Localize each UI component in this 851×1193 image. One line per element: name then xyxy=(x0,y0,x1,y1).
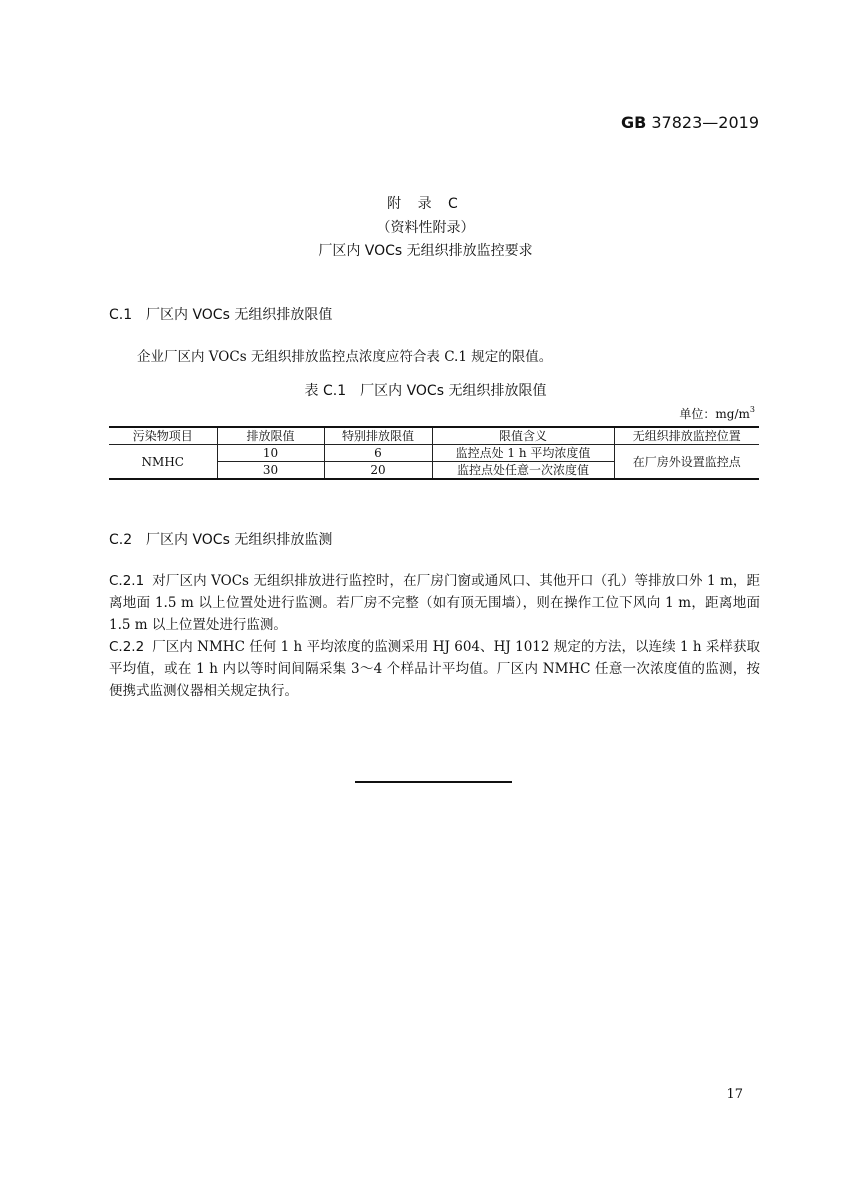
header-special-limit: 特别排放限值 xyxy=(324,427,432,445)
clause-text: 厂区内 NMHC 任何 1 h 平均浓度的监测采用 HJ 604、HJ 1012 规定的方法，以连续 1 h 采样获取平均值，或在 1 h 内以等时间间隔采集 3～4 个样品计平均值。厂区内 NMHC 任意一次浓度值的监测，按便携式监测仪器相关规定执行。 xyxy=(109,639,760,699)
limits-table xyxy=(109,426,759,480)
cell-location: 在厂房外设置监控点 xyxy=(614,445,759,480)
table-row xyxy=(109,445,759,462)
clause-number: C.2.1 xyxy=(109,573,145,589)
appendix-type: （资料性附录） xyxy=(376,220,475,236)
clause-c2-1 xyxy=(109,570,760,636)
section-number: C.2 xyxy=(109,532,133,548)
cell-special-limit: 6 xyxy=(324,445,432,462)
standard-prefix: GB xyxy=(620,113,647,132)
table-unit xyxy=(679,405,755,422)
unit-label: 单位：mg/m xyxy=(679,407,750,421)
cell-pollutant: NMHC xyxy=(109,445,217,480)
page-number: 17 xyxy=(726,1087,743,1102)
clause-text: 对厂区内 VOCs 无组织排放进行监控时，在厂房门窗或通风口、其他开口（孔）等排放口外 1 m，距离地面 1.5 m 以上位置处进行监测。若厂房不完整（如有顶无围墙），则在操作工位下风向 1 m，距离地面 1.5 m 以上位置处进行监测。 xyxy=(109,573,760,633)
header-pollutant: 污染物项目 xyxy=(109,427,217,445)
header-limit: 排放限值 xyxy=(217,427,324,445)
table-caption: 表 C.1 厂区内 VOCs 无组织排放限值 xyxy=(304,383,547,399)
clause-c2-2 xyxy=(109,636,760,702)
appendix-title: 附 录 C xyxy=(387,196,464,212)
standard-number: 37823—2019 xyxy=(651,113,759,132)
header-meaning: 限值含义 xyxy=(432,427,614,445)
standard-code xyxy=(621,113,759,132)
cell-meaning: 监控点处任意一次浓度值 xyxy=(432,462,614,480)
section-number: C.1 xyxy=(109,307,133,323)
cell-meaning: 监控点处 1 h 平均浓度值 xyxy=(432,445,614,462)
clause-number: C.2.2 xyxy=(109,639,145,655)
cell-limit: 10 xyxy=(217,445,324,462)
appendix-name: 厂区内 VOCs 无组织排放监控要求 xyxy=(318,243,533,259)
cell-special-limit: 20 xyxy=(324,462,432,480)
section-title: 厂区内 VOCs 无组织排放监测 xyxy=(146,532,333,548)
table-header-row xyxy=(109,427,759,445)
cell-limit: 30 xyxy=(217,462,324,480)
unit-exponent: 3 xyxy=(749,405,755,414)
end-of-text-rule xyxy=(355,781,512,783)
intro-paragraph: 企业厂区内 VOCs 无组织排放监控点浓度应符合表 C.1 规定的限值。 xyxy=(137,349,553,365)
header-location: 无组织排放监控位置 xyxy=(614,427,759,445)
section-heading-c2 xyxy=(109,529,332,549)
section-title: 厂区内 VOCs 无组织排放限值 xyxy=(146,307,333,323)
section-heading-c1 xyxy=(109,304,332,324)
